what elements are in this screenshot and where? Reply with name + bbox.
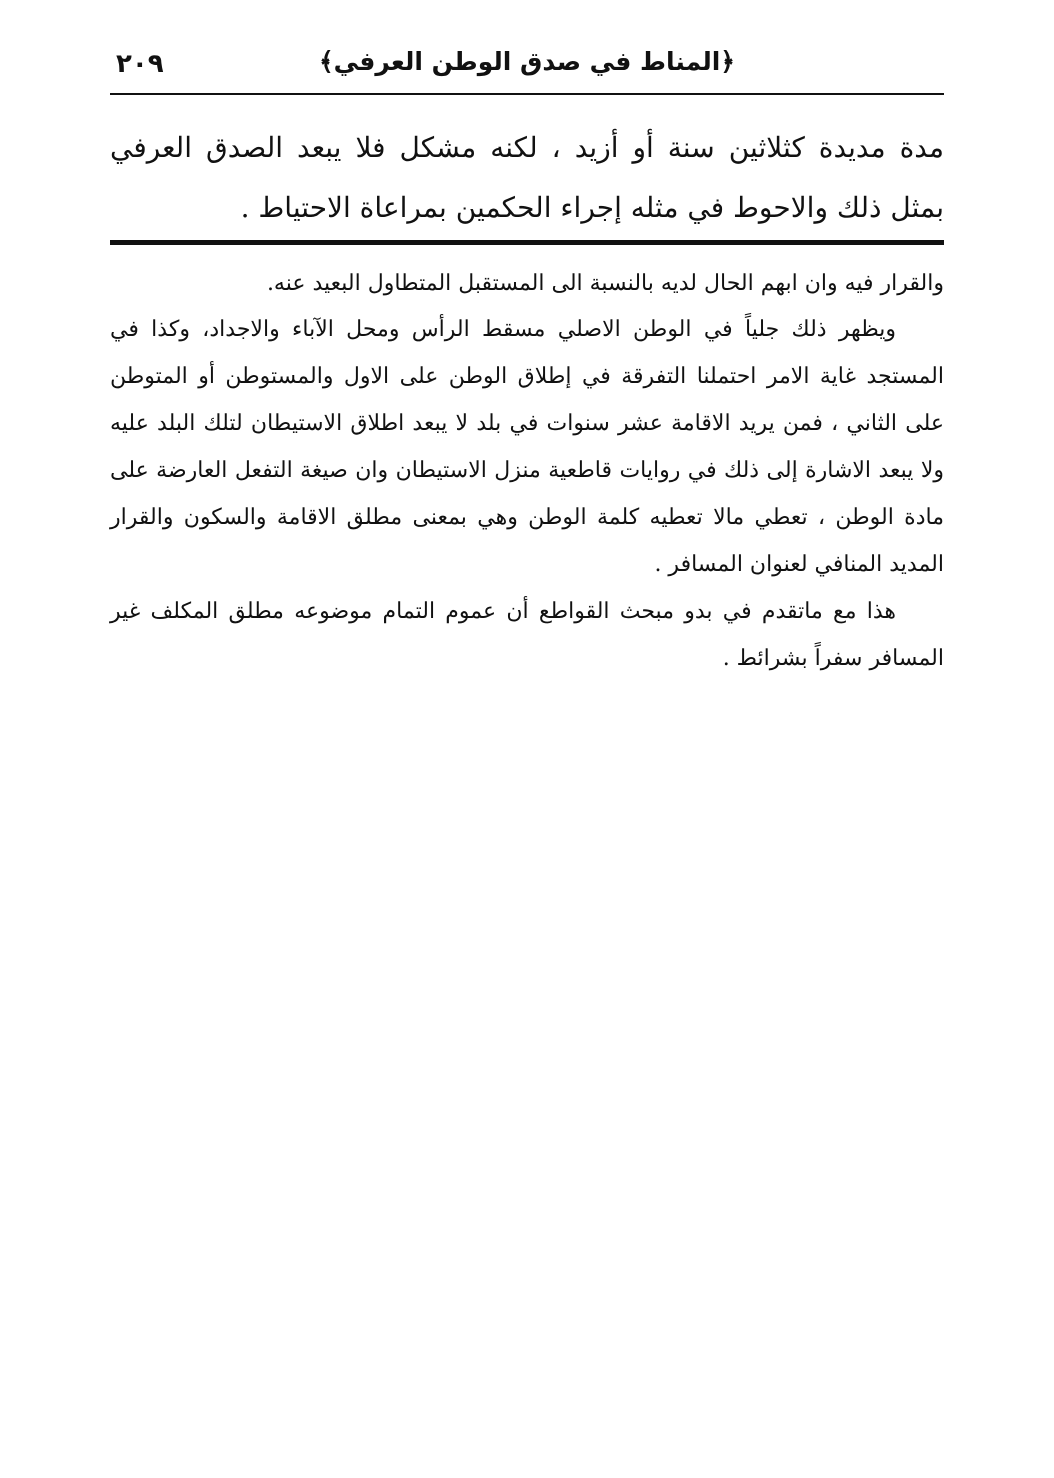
footnote-paragraph-continuation: والقرار فيه وان ابهم الحال لديه بالنسبة الى المستقبل المتطاول البعيد عنه. — [266, 271, 944, 296]
header-divider — [110, 93, 944, 95]
running-title: ﴿المناط في صدق الوطن العرفي﴾ — [319, 47, 735, 76]
page-number: ٢٠٩ — [116, 49, 164, 79]
footnote-paragraph: ويظهر ذلك جلياً في الوطن الاصلي مسقط الرأس ومحل الآباء والاجداد، وكذا في المستجد غاية الامر احتملنا التفرقة في إطلاق الوطن على الاول والمستوطن أو المتوطن على الثاني ، فمن يريد الاقامة عشر سنوات في بلد لا يبعد اطلاق الاستيطان لتلك البلد عليه ولا يبعد الاشارة إلى ذلك في روايات قاطعية منزل الاستيطان وان صيغة التفعل العارضة على مادة الوطن ، تعطي مالا تعطيه كلمة الوطن وهي بمعنى مطلق الاقامة والسكون والقرار المديد المنافي لعنوان المسافر . — [110, 317, 944, 577]
page-header — [110, 38, 944, 90]
footnote-section — [110, 262, 944, 682]
main-body-text — [110, 118, 944, 238]
footnote-paragraph: هذا مع ماتقدم في بدو مبحث القواطع أن عموم التمام موضوعه مطلق المكلف غير المسافر سفراً بشرائط . — [110, 599, 944, 671]
footnote-divider — [110, 240, 944, 245]
main-paragraph: مدة مديدة كثلاثين سنة أو أزيد ، لكنه مشكل فلا يبعد الصدق العرفي بمثل ذلك والاحوط في مثله إجراء الحكمين بمراعاة الاحتياط . — [110, 131, 944, 224]
